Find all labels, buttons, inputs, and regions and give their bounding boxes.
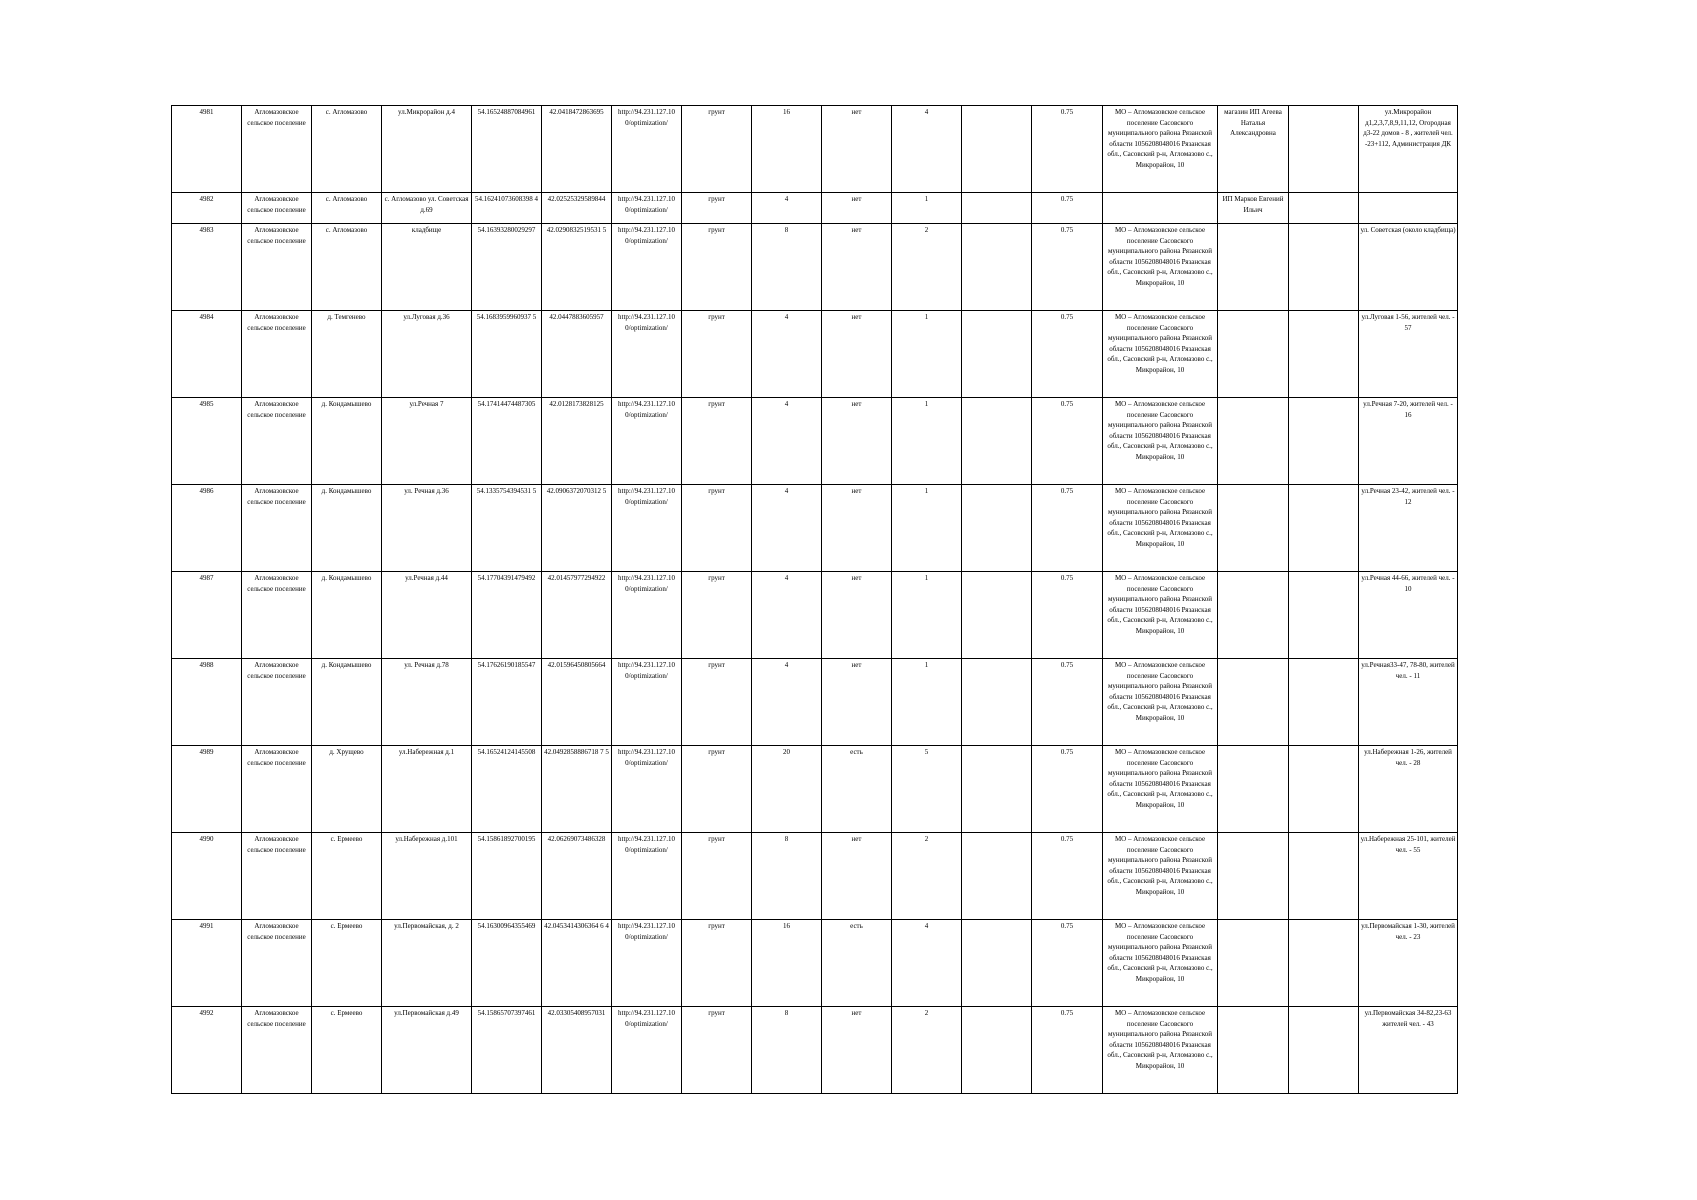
cell-lat: 54.16300964355469 [472,920,542,1007]
cell-count: 1 [892,398,962,485]
cell-locality: д. Кондамышево [312,659,382,746]
cell-n: 4990 [172,833,242,920]
cell-count: 2 [892,1007,962,1094]
cell-url: http://94.231.127.10 0/optimization/ [612,572,682,659]
cell-sources [1359,193,1458,224]
cell-url: http://94.231.127.10 0/optimization/ [612,1007,682,1094]
cell-url: http://94.231.127.10 0/optimization/ [612,311,682,398]
table-row [172,224,1458,311]
cell-lat: 54.17414474487305 [472,398,542,485]
cell-url: http://94.231.127.10 0/optimization/ [612,224,682,311]
table-row [172,833,1458,920]
cell-owner: МО – Агломазовское сельское поселение Сасовского муниципального района Рязанской области 1056208048016 Рязанская обл., Сасовский р-н, Агломазово с., Микрорайон, 10 [1103,106,1218,193]
cell-owner [1103,193,1218,224]
table-row [172,193,1458,224]
cell-org [1218,485,1289,572]
cell-area: 8 [752,833,822,920]
cell-lon: 42.0290832519531 5 [542,224,612,311]
cell-settlement: Агломазовское сельское поселение [242,224,312,311]
cell-locality: с. Ермеево [312,833,382,920]
cell-address: ул. Речная д.78 [382,659,472,746]
cell-owner: МО – Агломазовское сельское поселение Сасовского муниципального района Рязанской области 1056208048016 Рязанская обл., Сасовский р-н, Агломазово с., Микрорайон, 10 [1103,920,1218,1007]
cell-address: ул.Микрорайон д.4 [382,106,472,193]
cell-count: 1 [892,485,962,572]
cell-lon: 42.06269073486328 [542,833,612,920]
cell-url: http://94.231.127.10 0/optimization/ [612,659,682,746]
cell-volume: 0.75 [1032,833,1103,920]
table-row [172,659,1458,746]
cell-empty2 [1289,398,1359,485]
cell-n: 4983 [172,224,242,311]
cell-cover: нет [822,398,892,485]
cell-area: 8 [752,224,822,311]
cell-n: 4984 [172,311,242,398]
cell-url: http://94.231.127.10 0/optimization/ [612,833,682,920]
cell-cover: нет [822,193,892,224]
cell-volume: 0.75 [1032,746,1103,833]
cell-org [1218,311,1289,398]
registry-table [171,105,1458,1094]
cell-address: ул.Набережная д.101 [382,833,472,920]
cell-empty [962,193,1032,224]
cell-locality: с. Ермеево [312,920,382,1007]
cell-lat: 54.15865707397461 [472,1007,542,1094]
cell-area: 4 [752,659,822,746]
cell-n: 4989 [172,746,242,833]
cell-area: 4 [752,572,822,659]
cell-lat: 54.17704391479492 [472,572,542,659]
cell-locality: с. Агломазово [312,193,382,224]
cell-cover: нет [822,659,892,746]
cell-cover: нет [822,833,892,920]
cell-empty [962,106,1032,193]
cell-owner: МО – Агломазовское сельское поселение Сасовского муниципального района Рязанской области 1056208048016 Рязанская обл., Сасовский р-н, Агломазово с., Микрорайон, 10 [1103,659,1218,746]
cell-url: http://94.231.127.10 0/optimization/ [612,920,682,1007]
cell-empty2 [1289,572,1359,659]
cell-address: кладбище [382,224,472,311]
cell-lon: 42.0128173828125 [542,398,612,485]
cell-volume: 0.75 [1032,224,1103,311]
cell-empty2 [1289,1007,1359,1094]
cell-empty [962,224,1032,311]
cell-address: ул.Речная д.44 [382,572,472,659]
cell-lat: 54.15861892700195 [472,833,542,920]
cell-lat: 54.16524124145508 [472,746,542,833]
cell-lon: 42.02525329589844 [542,193,612,224]
cell-empty2 [1289,311,1359,398]
cell-surface: грунт [682,224,752,311]
cell-settlement: Агломазовское сельское поселение [242,485,312,572]
cell-empty2 [1289,106,1359,193]
cell-empty [962,572,1032,659]
cell-volume: 0.75 [1032,572,1103,659]
table-body [172,106,1458,1094]
cell-owner: МО – Агломазовское сельское поселение Сасовского муниципального района Рязанской области 1056208048016 Рязанская обл., Сасовский р-н, Агломазово с., Микрорайон, 10 [1103,572,1218,659]
table-row [172,106,1458,193]
cell-n: 4991 [172,920,242,1007]
table-row [172,920,1458,1007]
cell-sources: ул.Луговая 1-56, жителей чел. - 57 [1359,311,1458,398]
cell-address: ул.Луговая д.36 [382,311,472,398]
cell-surface: грунт [682,106,752,193]
cell-lon: 42.0447883605957 [542,311,612,398]
cell-org [1218,398,1289,485]
cell-settlement: Агломазовское сельское поселение [242,833,312,920]
cell-settlement: Агломазовское сельское поселение [242,1007,312,1094]
cell-n: 4987 [172,572,242,659]
cell-n: 4985 [172,398,242,485]
cell-org: ИП Марков Евгений Ильич [1218,193,1289,224]
cell-empty2 [1289,659,1359,746]
cell-lat: 54.1335754394531 5 [472,485,542,572]
cell-area: 4 [752,311,822,398]
cell-count: 1 [892,572,962,659]
cell-volume: 0.75 [1032,1007,1103,1094]
cell-address: ул.Первомайская, д. 2 [382,920,472,1007]
cell-empty [962,833,1032,920]
cell-org [1218,920,1289,1007]
cell-empty [962,1007,1032,1094]
cell-url: http://94.231.127.10 0/optimization/ [612,746,682,833]
cell-locality: д. Темгенево [312,311,382,398]
cell-settlement: Агломазовское сельское поселение [242,659,312,746]
cell-cover: нет [822,224,892,311]
cell-locality: д. Хрущево [312,746,382,833]
cell-lat: 54.16524887084961 [472,106,542,193]
cell-empty [962,485,1032,572]
cell-org [1218,659,1289,746]
cell-empty2 [1289,485,1359,572]
cell-address: ул. Речная д.36 [382,485,472,572]
cell-url: http://94.231.127.10 0/optimization/ [612,485,682,572]
cell-empty2 [1289,193,1359,224]
cell-locality: с. Агломазово [312,224,382,311]
cell-lon: 42.03305408957031 [542,1007,612,1094]
cell-locality: д. Кондамышево [312,485,382,572]
cell-area: 16 [752,106,822,193]
cell-count: 1 [892,659,962,746]
table-row [172,311,1458,398]
cell-settlement: Агломазовское сельское поселение [242,106,312,193]
cell-surface: грунт [682,485,752,572]
cell-sources: ул.Речная 7-20, жителей чел. - 16 [1359,398,1458,485]
cell-n: 4988 [172,659,242,746]
cell-lon: 42.0453414306364 6 4 [542,920,612,1007]
cell-cover: нет [822,106,892,193]
cell-count: 2 [892,833,962,920]
table-row [172,572,1458,659]
cell-cover: нет [822,311,892,398]
cell-settlement: Агломазовское сельское поселение [242,920,312,1007]
cell-sources: ул.Речная 44-66, жителей чел. - 10 [1359,572,1458,659]
cell-sources: ул.Речная 23-42, жителей чел. - 12 [1359,485,1458,572]
cell-settlement: Агломазовское сельское поселение [242,572,312,659]
table-row [172,398,1458,485]
cell-locality: д. Кондамышево [312,398,382,485]
cell-lon: 42.01596450805664 [542,659,612,746]
cell-empty [962,659,1032,746]
cell-sources: ул.Набережная 25-101, жителей чел. - 55 [1359,833,1458,920]
cell-settlement: Агломазовское сельское поселение [242,746,312,833]
cell-area: 4 [752,193,822,224]
cell-surface: грунт [682,833,752,920]
cell-cover: нет [822,572,892,659]
cell-org [1218,224,1289,311]
cell-empty [962,920,1032,1007]
cell-empty [962,746,1032,833]
cell-empty2 [1289,833,1359,920]
cell-sources: ул.Набережная 1-26, жителей чел. - 28 [1359,746,1458,833]
cell-n: 4982 [172,193,242,224]
cell-count: 2 [892,224,962,311]
cell-n: 4992 [172,1007,242,1094]
cell-org [1218,746,1289,833]
cell-org: магазин ИП Агеева Наталья Александровна [1218,106,1289,193]
cell-owner: МО – Агломазовское сельское поселение Сасовского муниципального района Рязанской области 1056208048016 Рязанская обл., Сасовский р-н, Агломазово с., Микрорайон, 10 [1103,311,1218,398]
cell-address: ул.Речная 7 [382,398,472,485]
cell-volume: 0.75 [1032,106,1103,193]
cell-cover: есть [822,746,892,833]
cell-surface: грунт [682,572,752,659]
cell-lon: 42.0492858886718 7 5 [542,746,612,833]
cell-area: 4 [752,485,822,572]
cell-sources: ул.Речная33-47, 78-80, жителей чел. - 11 [1359,659,1458,746]
cell-lat: 54.1683959960937 5 [472,311,542,398]
cell-n: 4981 [172,106,242,193]
cell-lat: 54.17626190185547 [472,659,542,746]
cell-org [1218,1007,1289,1094]
cell-address: ул.Набережная д.1 [382,746,472,833]
cell-empty [962,398,1032,485]
cell-surface: грунт [682,193,752,224]
cell-area: 4 [752,398,822,485]
cell-empty2 [1289,746,1359,833]
cell-count: 1 [892,311,962,398]
cell-owner: МО – Агломазовское сельское поселение Сасовского муниципального района Рязанской области 1056208048016 Рязанская обл., Сасовский р-н, Агломазово с., Микрорайон, 10 [1103,485,1218,572]
cell-volume: 0.75 [1032,398,1103,485]
cell-lon: 42.0418472863695 [542,106,612,193]
cell-empty2 [1289,224,1359,311]
cell-locality: с. Агломазово [312,106,382,193]
cell-cover: есть [822,920,892,1007]
cell-cover: нет [822,1007,892,1094]
table-row [172,1007,1458,1094]
cell-lat: 54.16393280029297 [472,224,542,311]
cell-owner: МО – Агломазовское сельское поселение Сасовского муниципального района Рязанской области 1056208048016 Рязанская обл., Сасовский р-н, Агломазово с., Микрорайон, 10 [1103,398,1218,485]
cell-sources: ул.Микрорайон д1,2,3,7,8,9,11,12, Огородная д3-22 домов - 8 , жителей чел. -23+112, Администрация ДК [1359,106,1458,193]
table-row [172,746,1458,833]
cell-n: 4986 [172,485,242,572]
cell-count: 4 [892,106,962,193]
cell-surface: грунт [682,746,752,833]
cell-sources: ул. Советская (около кладбища) [1359,224,1458,311]
cell-owner: МО – Агломазовское сельское поселение Сасовского муниципального района Рязанской области 1056208048016 Рязанская обл., Сасовский р-н, Агломазово с., Микрорайон, 10 [1103,833,1218,920]
cell-surface: грунт [682,659,752,746]
cell-volume: 0.75 [1032,193,1103,224]
cell-owner: МО – Агломазовское сельское поселение Сасовского муниципального района Рязанской области 1056208048016 Рязанская обл., Сасовский р-н, Агломазово с., Микрорайон, 10 [1103,224,1218,311]
cell-owner: МО – Агломазовское сельское поселение Сасовского муниципального района Рязанской области 1056208048016 Рязанская обл., Сасовский р-н, Агломазово с., Микрорайон, 10 [1103,746,1218,833]
cell-count: 5 [892,746,962,833]
cell-org [1218,833,1289,920]
cell-lat: 54.16241073608398 4 [472,193,542,224]
cell-area: 20 [752,746,822,833]
cell-cover: нет [822,485,892,572]
cell-address: ул.Первомайская д.49 [382,1007,472,1094]
cell-locality: д. Кондамышево [312,572,382,659]
cell-count: 4 [892,920,962,1007]
cell-area: 8 [752,1007,822,1094]
table-row [172,485,1458,572]
cell-volume: 0.75 [1032,920,1103,1007]
cell-settlement: Агломазовское сельское поселение [242,193,312,224]
cell-sources: ул.Первомайская 34-82,23-63 жителей чел. - 43 [1359,1007,1458,1094]
cell-locality: с. Ермеево [312,1007,382,1094]
cell-count: 1 [892,193,962,224]
cell-empty2 [1289,920,1359,1007]
cell-surface: грунт [682,398,752,485]
cell-lon: 42.01457977294922 [542,572,612,659]
cell-settlement: Агломазовское сельское поселение [242,398,312,485]
cell-sources: ул.Первомайская 1-30, жителей чел. - 23 [1359,920,1458,1007]
cell-volume: 0.75 [1032,485,1103,572]
cell-area: 16 [752,920,822,1007]
cell-settlement: Агломазовское сельское поселение [242,311,312,398]
cell-url: http://94.231.127.10 0/optimization/ [612,106,682,193]
cell-lon: 42.0906372070312 5 [542,485,612,572]
cell-empty [962,311,1032,398]
cell-volume: 0.75 [1032,311,1103,398]
cell-owner: МО – Агломазовское сельское поселение Сасовского муниципального района Рязанской области 1056208048016 Рязанская обл., Сасовский р-н, Агломазово с., Микрорайон, 10 [1103,1007,1218,1094]
cell-org [1218,572,1289,659]
cell-volume: 0.75 [1032,659,1103,746]
cell-surface: грунт [682,311,752,398]
cell-url: http://94.231.127.10 0/optimization/ [612,398,682,485]
cell-address: с. Агломазово ул. Советская д.69 [382,193,472,224]
cell-surface: грунт [682,1007,752,1094]
cell-url: http://94.231.127.10 0/optimization/ [612,193,682,224]
cell-surface: грунт [682,920,752,1007]
